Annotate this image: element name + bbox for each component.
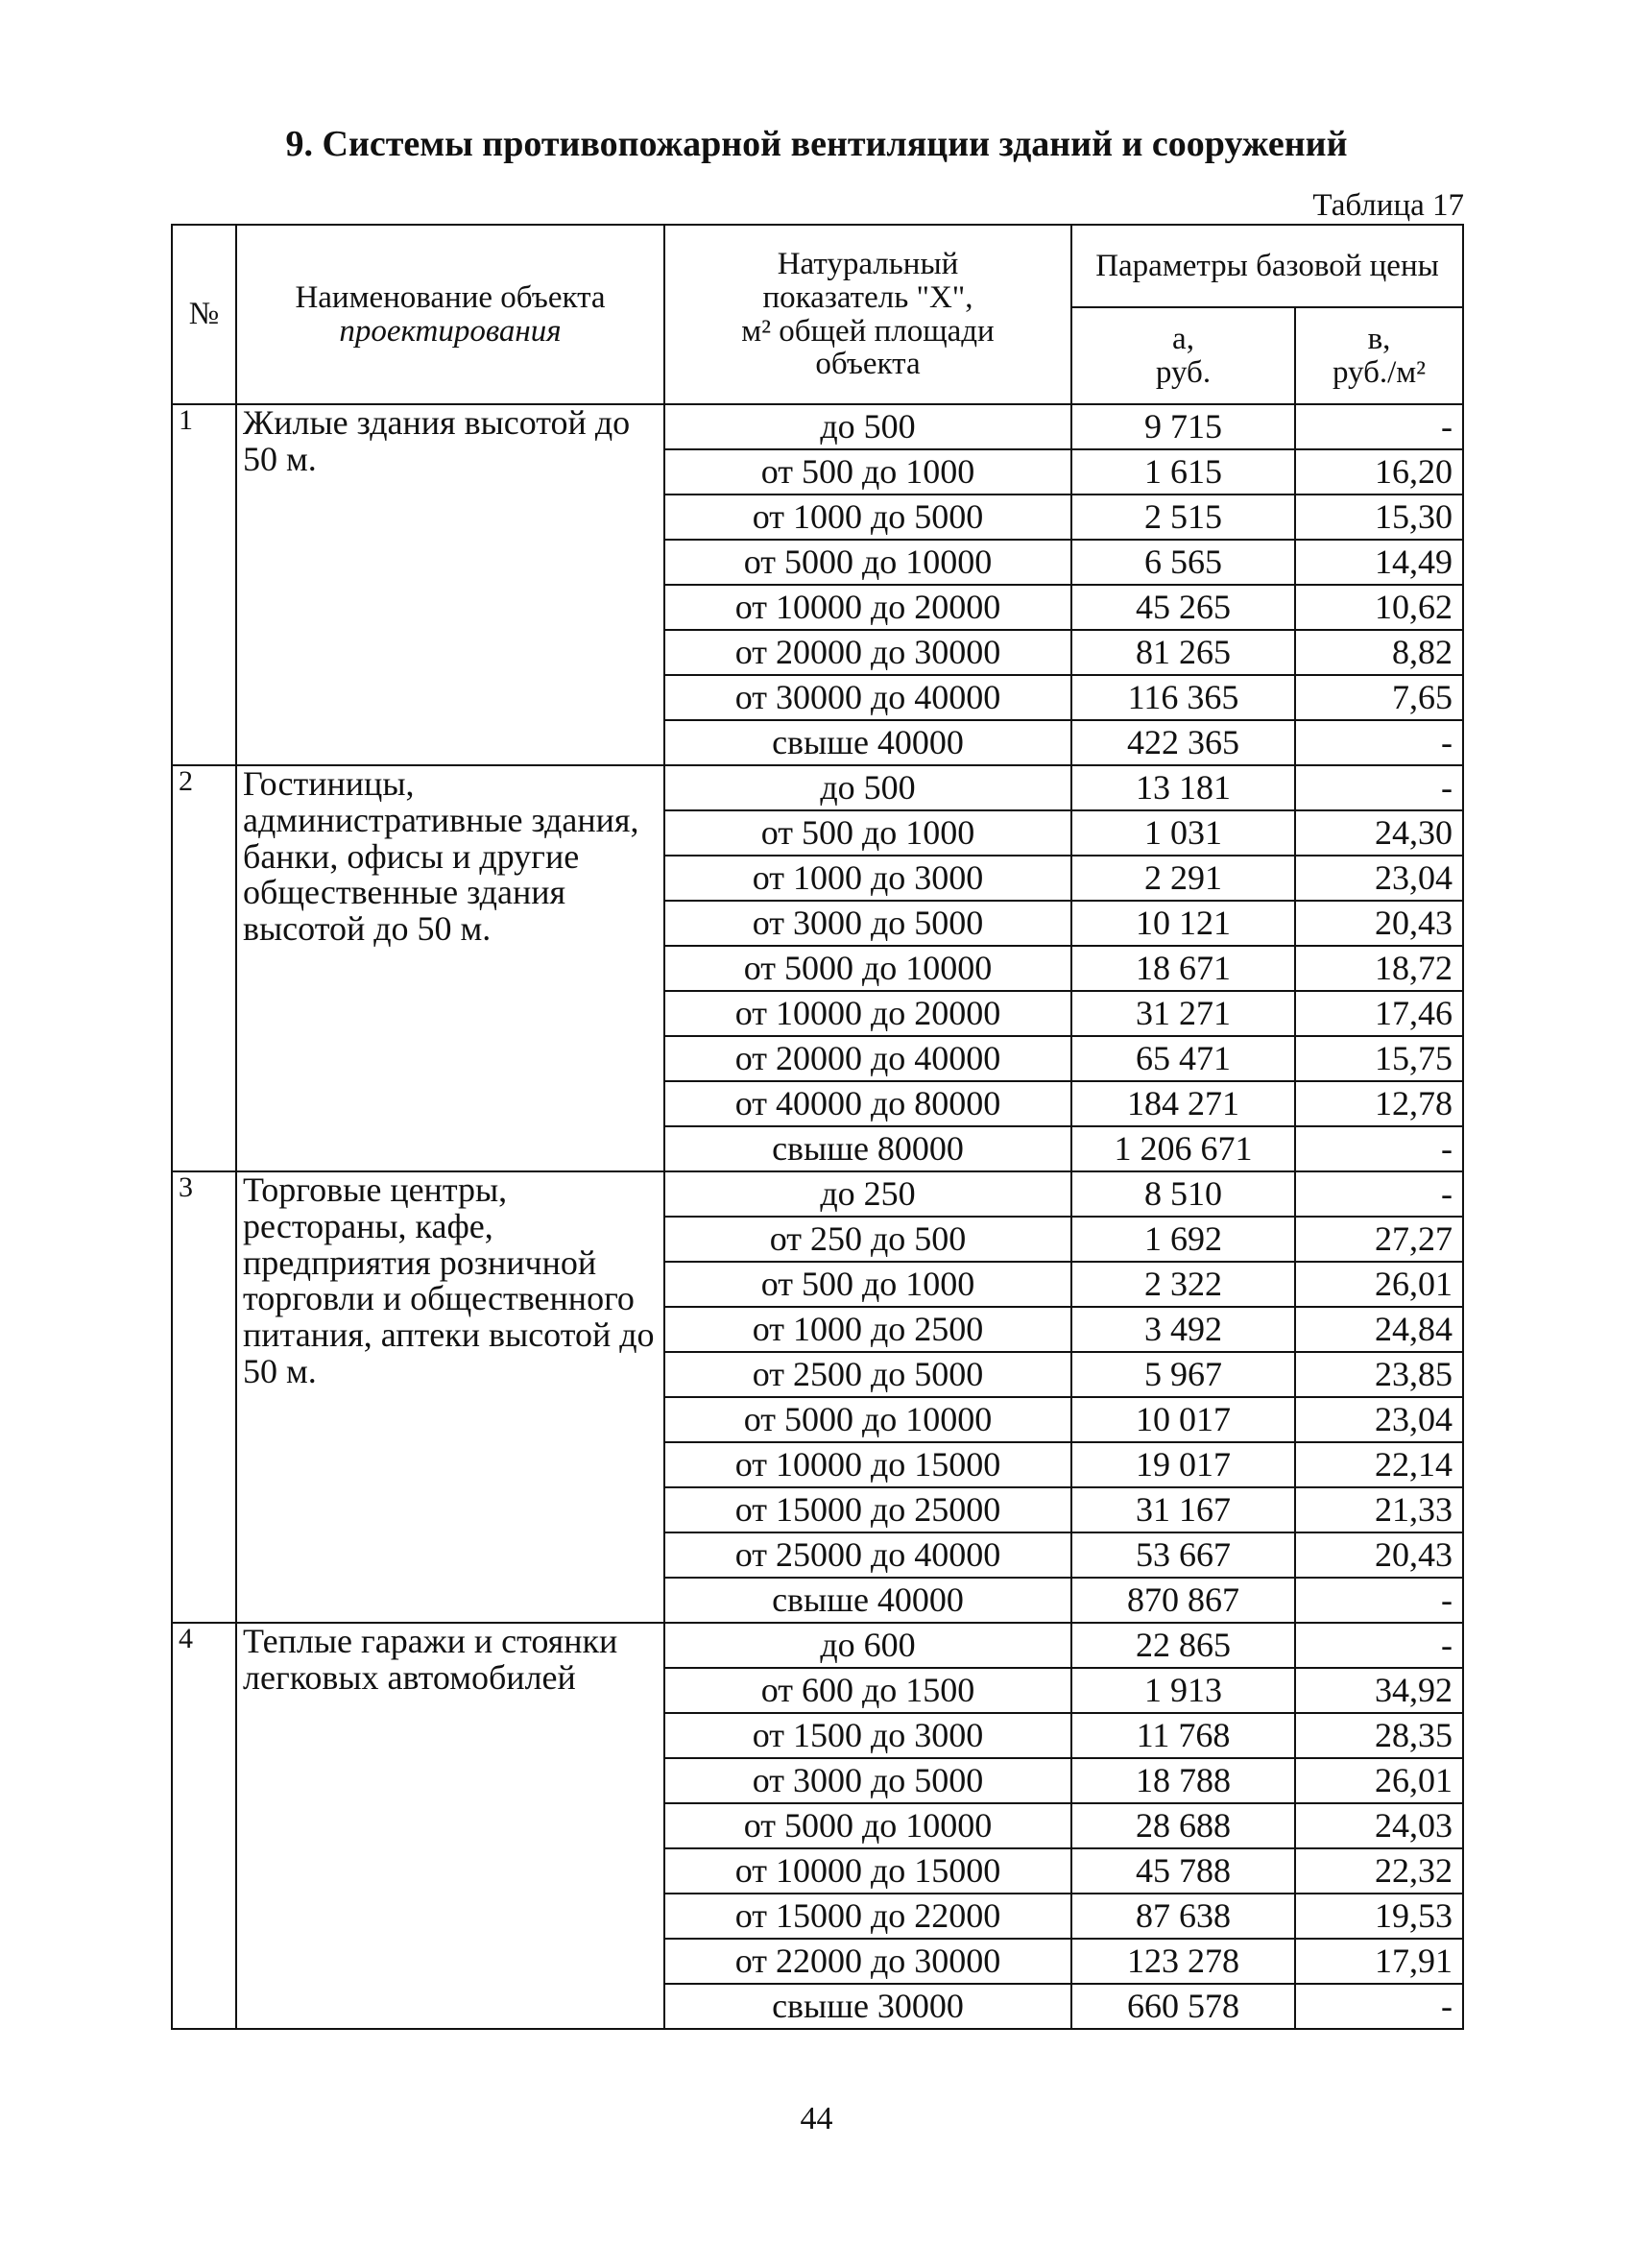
- range-cell: от 500 до 1000: [664, 1262, 1071, 1307]
- price-b-cell: 22,32: [1295, 1848, 1463, 1894]
- table-caption: Таблица 17: [1312, 188, 1464, 223]
- price-b-cell: 27,27: [1295, 1217, 1463, 1262]
- range-cell: до 250: [664, 1171, 1071, 1217]
- price-a-cell: 1 206 671: [1071, 1126, 1295, 1171]
- range-cell: от 10000 до 15000: [664, 1442, 1071, 1487]
- price-a-cell: 31 167: [1071, 1487, 1295, 1532]
- group-number: 3: [172, 1171, 236, 1623]
- price-b-cell: 23,85: [1295, 1352, 1463, 1397]
- price-a-cell: 31 271: [1071, 991, 1295, 1036]
- price-b-cell: 34,92: [1295, 1668, 1463, 1713]
- price-a-cell: 1 615: [1071, 449, 1295, 495]
- price-a-cell: 184 271: [1071, 1081, 1295, 1126]
- price-a-cell: 116 365: [1071, 675, 1295, 720]
- price-a-cell: 81 265: [1071, 630, 1295, 675]
- price-b-cell: 7,65: [1295, 675, 1463, 720]
- range-cell: от 25000 до 40000: [664, 1532, 1071, 1578]
- price-b-cell: -: [1295, 1623, 1463, 1668]
- price-b-cell: 23,04: [1295, 856, 1463, 901]
- price-b-cell: -: [1295, 1126, 1463, 1171]
- header-object-name: [236, 225, 664, 404]
- range-cell: свыше 40000: [664, 720, 1071, 765]
- price-table: [171, 224, 1464, 2030]
- range-cell: от 20000 до 40000: [664, 1036, 1071, 1081]
- price-a-cell: 660 578: [1071, 1984, 1295, 2029]
- header-b: [1295, 307, 1463, 404]
- price-a-cell: 10 121: [1071, 901, 1295, 946]
- price-b-cell: 15,30: [1295, 495, 1463, 540]
- price-b-cell: 18,72: [1295, 946, 1463, 991]
- header-b-line2: руб./м²: [1332, 354, 1427, 390]
- price-b-cell: -: [1295, 1578, 1463, 1623]
- price-a-cell: 6 565: [1071, 540, 1295, 585]
- range-cell: от 250 до 500: [664, 1217, 1071, 1262]
- group-object-name: Жилые здания высотой до 50 м.: [236, 404, 664, 765]
- header-a-line2: руб.: [1155, 354, 1212, 390]
- page-title: 9. Системы противопожарной вентиляции зданий и сооружений: [285, 124, 1348, 164]
- group-number: 1: [172, 404, 236, 765]
- range-cell: от 22000 до 30000: [664, 1939, 1071, 1984]
- table-header: [172, 225, 1463, 404]
- price-b-cell: 16,20: [1295, 449, 1463, 495]
- price-b-cell: 19,53: [1295, 1894, 1463, 1939]
- group-object-name: Гостиницы, административные здания, банки, офисы и другие общественные здания высотой до 50 м.: [236, 765, 664, 1171]
- header-a-line1: а,: [1172, 321, 1194, 356]
- price-a-cell: 2 291: [1071, 856, 1295, 901]
- header-x-line3: м² общей площади: [741, 313, 995, 349]
- range-cell: от 5000 до 10000: [664, 946, 1071, 991]
- price-a-cell: 5 967: [1071, 1352, 1295, 1397]
- price-b-cell: 17,91: [1295, 1939, 1463, 1984]
- range-cell: от 15000 до 25000: [664, 1487, 1071, 1532]
- price-b-cell: 24,30: [1295, 810, 1463, 856]
- range-cell: свыше 40000: [664, 1578, 1071, 1623]
- price-b-cell: -: [1295, 720, 1463, 765]
- price-b-cell: -: [1295, 404, 1463, 449]
- price-b-cell: 26,01: [1295, 1262, 1463, 1307]
- range-cell: от 30000 до 40000: [664, 675, 1071, 720]
- range-cell: от 10000 до 20000: [664, 991, 1071, 1036]
- price-b-cell: 17,46: [1295, 991, 1463, 1036]
- range-cell: от 1000 до 3000: [664, 856, 1071, 901]
- range-cell: до 500: [664, 404, 1071, 449]
- price-b-cell: 12,78: [1295, 1081, 1463, 1126]
- range-cell: от 3000 до 5000: [664, 1758, 1071, 1803]
- header-name-line2: проектирования: [339, 313, 562, 349]
- price-a-cell: 22 865: [1071, 1623, 1295, 1668]
- price-b-cell: 10,62: [1295, 585, 1463, 630]
- range-cell: от 10000 до 15000: [664, 1848, 1071, 1894]
- range-cell: от 5000 до 10000: [664, 1397, 1071, 1442]
- table-row: [172, 404, 1463, 449]
- price-a-cell: 422 365: [1071, 720, 1295, 765]
- price-a-cell: 19 017: [1071, 1442, 1295, 1487]
- group-number: 4: [172, 1623, 236, 2029]
- price-b-cell: 8,82: [1295, 630, 1463, 675]
- price-b-cell: 15,75: [1295, 1036, 1463, 1081]
- price-a-cell: 123 278: [1071, 1939, 1295, 1984]
- table-body: [172, 404, 1463, 2029]
- price-a-cell: 8 510: [1071, 1171, 1295, 1217]
- range-cell: от 500 до 1000: [664, 449, 1071, 495]
- price-b-cell: 24,03: [1295, 1803, 1463, 1848]
- price-a-cell: 2 515: [1071, 495, 1295, 540]
- price-a-cell: 28 688: [1071, 1803, 1295, 1848]
- price-a-cell: 9 715: [1071, 404, 1295, 449]
- header-a: [1071, 307, 1295, 404]
- range-cell: до 500: [664, 765, 1071, 810]
- table-row: [172, 1623, 1463, 1668]
- price-a-cell: 53 667: [1071, 1532, 1295, 1578]
- header-x-line2: показатель "X",: [762, 279, 973, 315]
- header-base-price-params: Параметры базовой цены: [1071, 225, 1463, 307]
- range-cell: от 1000 до 2500: [664, 1307, 1071, 1352]
- price-a-cell: 11 768: [1071, 1713, 1295, 1758]
- price-b-cell: 14,49: [1295, 540, 1463, 585]
- price-a-cell: 87 638: [1071, 1894, 1295, 1939]
- range-cell: от 5000 до 10000: [664, 1803, 1071, 1848]
- range-cell: от 1000 до 5000: [664, 495, 1071, 540]
- header-b-line1: в,: [1367, 321, 1391, 356]
- price-b-cell: -: [1295, 1171, 1463, 1217]
- range-cell: от 20000 до 30000: [664, 630, 1071, 675]
- price-a-cell: 13 181: [1071, 765, 1295, 810]
- price-b-cell: 28,35: [1295, 1713, 1463, 1758]
- range-cell: от 1500 до 3000: [664, 1713, 1071, 1758]
- header-x-line1: Натуральный: [777, 247, 959, 282]
- range-cell: от 5000 до 10000: [664, 540, 1071, 585]
- price-a-cell: 1 031: [1071, 810, 1295, 856]
- price-a-cell: 2 322: [1071, 1262, 1295, 1307]
- price-a-cell: 18 788: [1071, 1758, 1295, 1803]
- price-b-cell: -: [1295, 765, 1463, 810]
- header-name-line1: Наименование объекта: [295, 279, 606, 315]
- table-row: [172, 765, 1463, 810]
- price-b-cell: 23,04: [1295, 1397, 1463, 1442]
- group-object-name: Торговые центры, рестораны, кафе, предприятия розничной торговли и общественного питания, аптеки высотой до 50 м.: [236, 1171, 664, 1623]
- price-a-cell: 45 265: [1071, 585, 1295, 630]
- table-row: [172, 1171, 1463, 1217]
- group-object-name: Теплые гаражи и стоянки легковых автомобилей: [236, 1623, 664, 2029]
- range-cell: от 40000 до 80000: [664, 1081, 1071, 1126]
- price-a-cell: 65 471: [1071, 1036, 1295, 1081]
- price-a-cell: 1 913: [1071, 1668, 1295, 1713]
- price-a-cell: 1 692: [1071, 1217, 1295, 1262]
- range-cell: от 500 до 1000: [664, 810, 1071, 856]
- price-a-cell: 18 671: [1071, 946, 1295, 991]
- price-a-cell: 3 492: [1071, 1307, 1295, 1352]
- price-b-cell: 22,14: [1295, 1442, 1463, 1487]
- range-cell: свыше 30000: [664, 1984, 1071, 2029]
- range-cell: от 600 до 1500: [664, 1668, 1071, 1713]
- group-number: 2: [172, 765, 236, 1171]
- range-cell: от 3000 до 5000: [664, 901, 1071, 946]
- page-number: 44: [800, 2101, 833, 2136]
- price-b-cell: 26,01: [1295, 1758, 1463, 1803]
- price-b-cell: 20,43: [1295, 1532, 1463, 1578]
- price-b-cell: 21,33: [1295, 1487, 1463, 1532]
- price-b-cell: 24,84: [1295, 1307, 1463, 1352]
- range-cell: до 600: [664, 1623, 1071, 1668]
- price-b-cell: -: [1295, 1984, 1463, 2029]
- price-b-cell: 20,43: [1295, 901, 1463, 946]
- range-cell: от 2500 до 5000: [664, 1352, 1071, 1397]
- range-cell: свыше 80000: [664, 1126, 1071, 1171]
- price-a-cell: 870 867: [1071, 1578, 1295, 1623]
- range-cell: от 10000 до 20000: [664, 585, 1071, 630]
- price-a-cell: 10 017: [1071, 1397, 1295, 1442]
- price-a-cell: 45 788: [1071, 1848, 1295, 1894]
- header-x-line4: объекта: [815, 347, 921, 382]
- header-num: №: [172, 225, 236, 404]
- header-natural-indicator: [664, 225, 1071, 404]
- range-cell: от 15000 до 22000: [664, 1894, 1071, 1939]
